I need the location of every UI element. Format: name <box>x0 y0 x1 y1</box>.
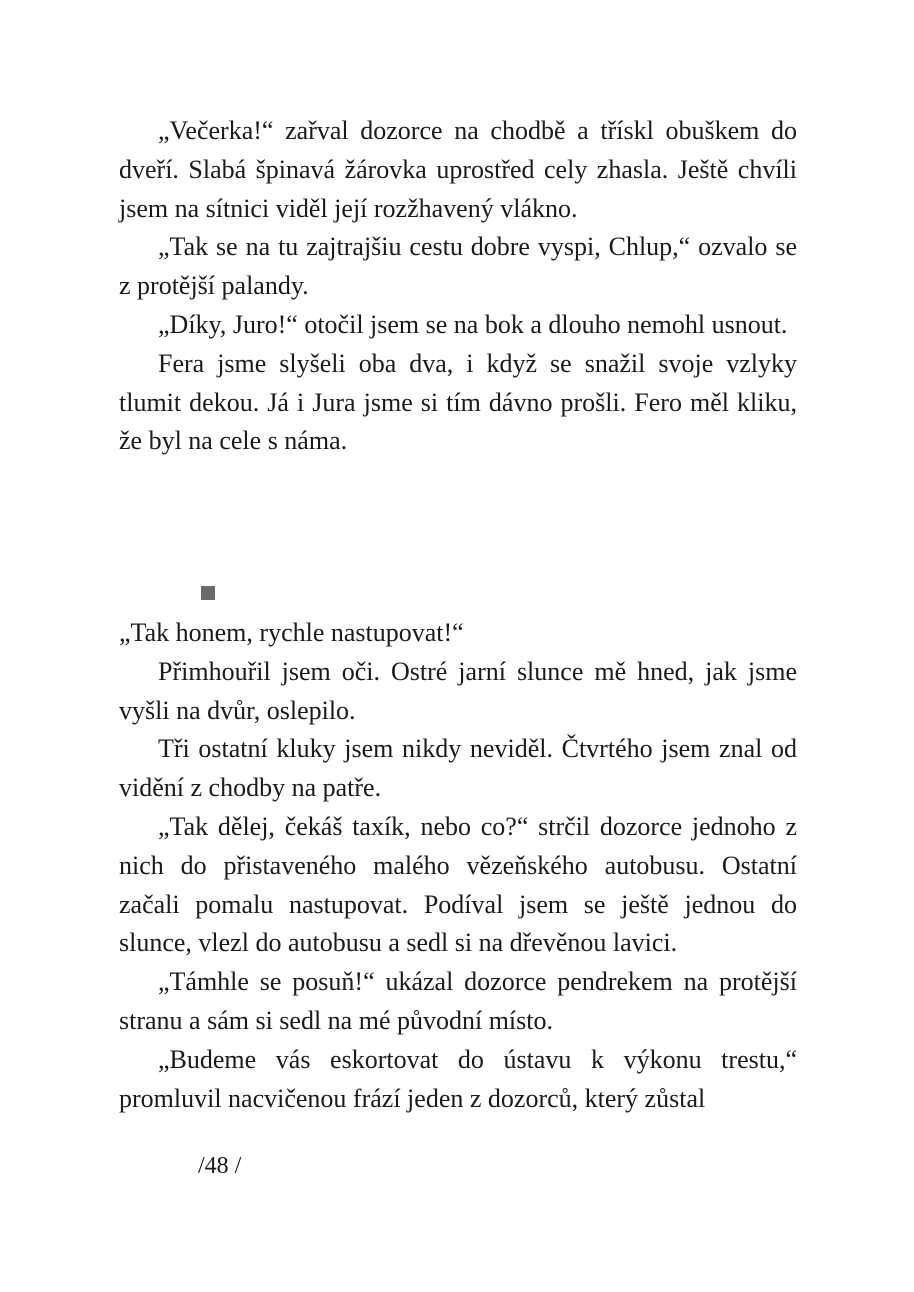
paragraph: Tři ostatní kluky jsem nikdy neviděl. Čtvrtého jsem znal od vidění z chodby na patře. <box>119 734 797 803</box>
paragraph: Přimhouřil jsem oči. Ostré jarní slunce mě hned, jak jsme vyšli na dvůr, oslepilo. <box>119 656 797 725</box>
section-2-text <box>119 614 797 1118</box>
paragraph: „Támhle se posuň!“ ukázal dozorce pendrekem na protější stranu a sám si sedl na mé původní místo. <box>119 967 797 1035</box>
section-separator-square <box>201 586 215 600</box>
page-number: /48 / <box>198 1153 242 1179</box>
paragraph: „Tak dělej, čekáš taxík, nebo co?“ strčil dozorce jednoho z nich do přistaveného malého vězeňského autobusu. Ostatní začali pomalu nastupovat. Podíval jsem se ještě jednou do slunce, vlezl do autobusu a sedl si na dřevěnou lavici. <box>119 811 797 958</box>
paragraph: „Budeme vás eskortovat do ústavu k výkonu trestu,“ promluvil nacvičenou frází jeden z dozorců, který zůstal <box>119 1044 797 1113</box>
paragraph: „Tak se na tu zajtrajšiu cestu dobre vyspi, Chlup,“ ozvalo se z protější palandy. <box>119 232 797 301</box>
paragraph: „Díky, Juro!“ otočil jsem se na bok a dlouho nemohl usnout. <box>158 309 788 339</box>
paragraph: „Tak honem, rychle nastupovat!“ <box>119 618 464 647</box>
paragraph: Fera jsme slyšeli oba dva, i když se snažil svoje vzlyky tlumit dekou. Já i Jura jsme si tím dávno prošli. Fero měl kliku, že byl na cele s náma. <box>119 348 797 456</box>
paragraph: „Večerka!“ zařval dozorce na chodbě a třískl obuškem do dveří. Slabá špinavá žárovka uprostřed cely zhasla. Ještě chvíli jsem na sítnici viděl její rozžhavený vlákno. <box>119 116 797 223</box>
section-1-text <box>119 112 797 461</box>
